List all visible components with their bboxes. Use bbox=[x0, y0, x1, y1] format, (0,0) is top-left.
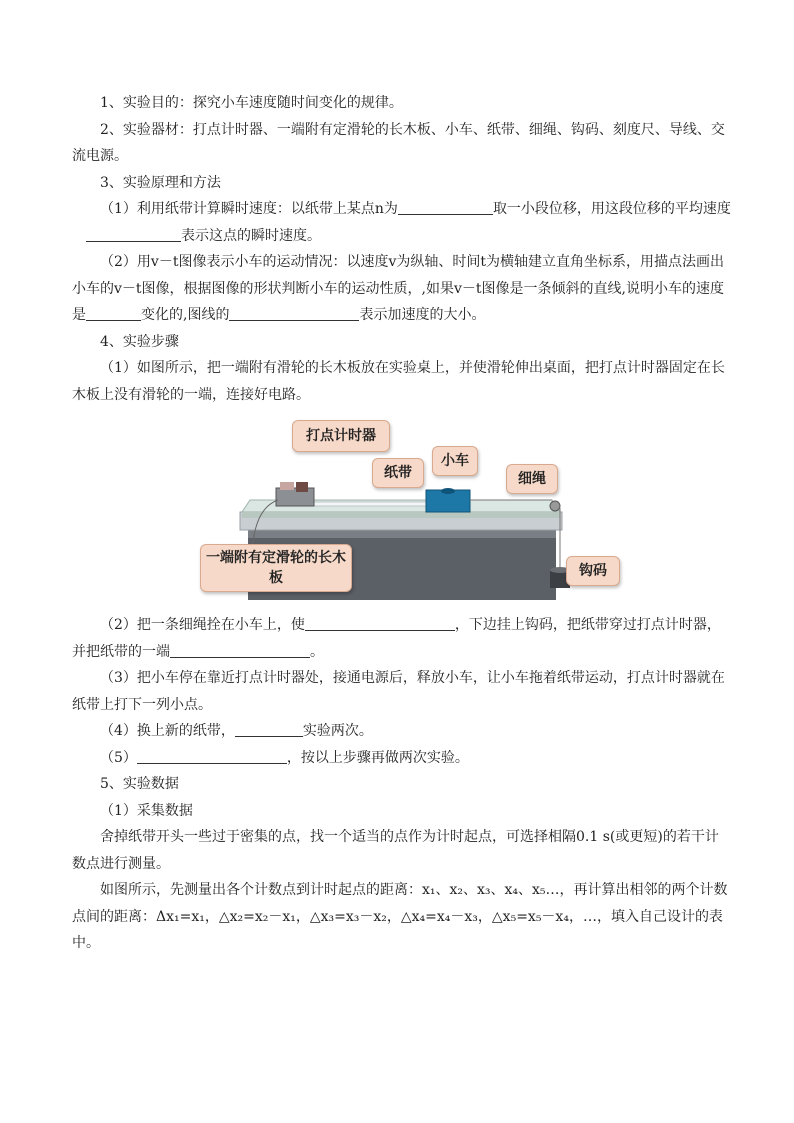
data-paragraph-1: 舍掉纸带开头一些过于密集的点，找一个适当的点作为计时起点，可选择相隔0.1 s(或更短)的若干计数点进行测量。 bbox=[72, 829, 719, 872]
step-2: （2）把一条细绳拴在小车上，使 ，下边挂上钩码，把纸带穿过打点计时器，并把纸带的一端 。 bbox=[72, 617, 721, 660]
apparatus-figure bbox=[200, 420, 640, 604]
section-data-heading: 5、实验数据 bbox=[100, 776, 179, 792]
blank-field bbox=[170, 643, 310, 658]
step-3: （3）把小车停在靠近打点计时器处，接通电源后，释放小车，让小车拖着纸带运动，打点计时器就在纸带上打下一列小点。 bbox=[72, 670, 725, 713]
principle-2: （2）用v－t图像表示小车的运动情况：以速度v为纵轴、时间t为横轴建立直角坐标系，用描点法画出小车的v－t图像，根据图像的形状判断小车的运动性质，,如果v－t图像是一条倾斜的直线,说明小车的速度是 变化的,图线的 表示加速度的大小。 bbox=[72, 254, 724, 323]
document-body bbox=[72, 90, 732, 957]
label-rope: 细绳 bbox=[506, 464, 558, 494]
principle-1: （1）利用纸带计算瞬时速度：以纸带上某点n为 取一小段位移，用这段位移的平均速度表示这点的瞬时速度。 bbox=[72, 196, 732, 249]
label-tape: 纸带 bbox=[372, 458, 424, 488]
section-equipment: 2、实验器材：打点计时器、一端附有定滑轮的长木板、小车、纸带、细绳、钩码、刻度尺、导线、交流电源。 bbox=[72, 121, 725, 164]
step-1: （1）如图所示，把一端附有滑轮的长木板放在实验桌上，并使滑轮伸出桌面，把打点计时器固定在长木板上没有滑轮的一端，连接好电路。 bbox=[72, 360, 725, 403]
section-principle-heading: 3、实验原理和方法 bbox=[100, 174, 221, 191]
blank-field bbox=[86, 227, 181, 242]
data-collection-heading: （1）采集数据 bbox=[100, 802, 193, 819]
blank-field bbox=[229, 306, 359, 321]
data-paragraph-2: 如图所示，先测量出各个计数点到计时起点的距离：x₁、x₂、x₃、x₄、x₅…，再计算出相邻的两个计数点间的距离：Δx₁=x₁，△x₂=x₂－x₁，△x₃=x₃－x₂，△x₄=x₄－x₃，△x₅=x₅－x₄，…，填入自己设计的表中。 bbox=[72, 882, 728, 951]
blank-field bbox=[398, 200, 493, 215]
section-steps-heading: 4、实验步骤 bbox=[100, 333, 179, 350]
section-purpose: 1、实验目的：探究小车速度随时间变化的规律。 bbox=[100, 95, 403, 111]
blank-field bbox=[137, 749, 287, 764]
label-weight: 钩码 bbox=[566, 556, 620, 586]
blank-field bbox=[235, 722, 303, 737]
blank-field bbox=[86, 306, 141, 321]
step-4: （4）换上新的纸带， 实验两次。 bbox=[100, 723, 373, 739]
label-cart: 小车 bbox=[432, 446, 478, 476]
label-timer: 打点计时器 bbox=[292, 420, 390, 452]
step-5: （5） ，按以上步骤再做两次实验。 bbox=[100, 749, 469, 766]
label-board: 一端附有定滑轮的长木板 bbox=[200, 544, 352, 592]
blank-field bbox=[305, 616, 455, 631]
